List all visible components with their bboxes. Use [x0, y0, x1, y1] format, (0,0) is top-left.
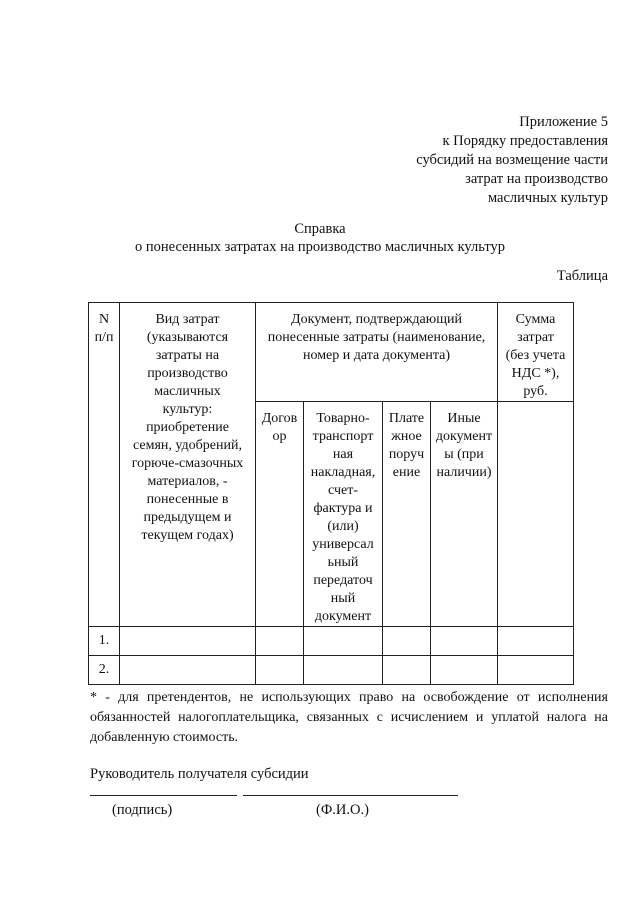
- header-text: п/п: [94, 330, 114, 345]
- header-text: Товарно-: [316, 411, 370, 426]
- table-cell: [120, 656, 256, 685]
- appendix-line: затрат на производство: [465, 171, 608, 187]
- table-row: [89, 656, 574, 685]
- header-text: наличии): [436, 465, 492, 480]
- header-text: передаточ: [313, 573, 373, 588]
- header-number: [89, 303, 120, 627]
- header-sum: [498, 303, 574, 402]
- header-text: (указываются: [146, 330, 229, 345]
- appendix-header: [416, 113, 608, 208]
- header-other-documents: [431, 402, 498, 627]
- header-text: Документ, подтверждающий: [291, 312, 462, 327]
- table-cell: [383, 627, 431, 656]
- header-text: N: [98, 312, 110, 327]
- table-cell: [431, 656, 498, 685]
- header-text: Догов: [261, 411, 298, 426]
- header-text: горюче-смазочных: [131, 456, 244, 471]
- header-text: семян, удобрений,: [133, 438, 242, 453]
- signature-caption: (подпись): [112, 802, 173, 818]
- header-text: счет-: [328, 483, 358, 498]
- table-cell: [256, 656, 304, 685]
- appendix-line: масличных культур: [487, 190, 608, 206]
- table-cell: [120, 627, 256, 656]
- header-text: масличных: [154, 384, 221, 399]
- title-line-2: о понесенных затратах на производство масличных культур: [135, 239, 505, 255]
- header-text: транспорт: [312, 429, 374, 444]
- header-text: ная: [332, 447, 354, 462]
- header-text: предыдущем и: [143, 510, 232, 525]
- appendix-line: субсидий на возмещение части: [416, 152, 608, 168]
- header-text: ьный: [327, 555, 359, 570]
- appendix-line: к Порядку предоставления: [442, 133, 608, 149]
- header-text: накладная,: [310, 465, 376, 480]
- header-text: фактура и: [313, 501, 373, 516]
- header-text: приобретение: [146, 420, 229, 435]
- header-text: Плате: [388, 411, 425, 426]
- header-text: Иные: [447, 411, 481, 426]
- table-row: [89, 627, 574, 656]
- header-expense-type: [120, 303, 256, 627]
- header-text: документ: [314, 609, 372, 624]
- header-text: поруч: [388, 447, 425, 462]
- header-text: ы (при: [444, 447, 484, 462]
- expenses-table: [88, 302, 574, 685]
- row-number: 1.: [89, 627, 120, 656]
- header-payment-order: [383, 402, 431, 627]
- footnote: * - для претендентов, не использующих право на освобождение от исполнения обязанностей налогоплательщика, связанных с исчислением и уплатой налога на добавленную стоимость.: [90, 690, 608, 745]
- header-text: культур:: [162, 402, 213, 417]
- header-text: документ: [435, 429, 493, 444]
- name-line: [243, 795, 458, 796]
- header-text: ор: [272, 429, 287, 444]
- title-line-1: Справка: [294, 221, 346, 237]
- header-text: понесенные в: [146, 492, 229, 507]
- header-text: (или): [327, 519, 359, 534]
- header-text: НДС *),: [511, 366, 560, 381]
- header-text: Сумма: [515, 312, 556, 327]
- header-text: производство: [147, 366, 228, 381]
- header-text: Вид затрат: [155, 312, 220, 327]
- table-cell: [256, 627, 304, 656]
- table-label: Таблица: [556, 268, 608, 284]
- name-caption: (Ф.И.О.): [316, 802, 369, 818]
- header-text: ение: [392, 465, 421, 480]
- table-cell: [304, 627, 383, 656]
- header-text: текущем годах): [141, 528, 234, 543]
- header-text: материалов, -: [147, 474, 228, 489]
- row-number: 2.: [89, 656, 120, 685]
- table-cell: [498, 656, 574, 685]
- signature-label: Руководитель получателя субсидии: [90, 766, 309, 782]
- header-text: номер и дата документа): [302, 348, 451, 363]
- header-text: (без учета: [505, 348, 566, 363]
- header-sum-empty: [498, 402, 574, 627]
- table-cell: [498, 627, 574, 656]
- header-text: универсал: [312, 537, 374, 552]
- header-waybill: [304, 402, 383, 627]
- table-cell: [383, 656, 431, 685]
- table-cell: [304, 656, 383, 685]
- header-contract: [256, 402, 304, 627]
- header-text: понесенные затраты (наименование,: [267, 330, 486, 345]
- table-cell: [431, 627, 498, 656]
- header-text: затраты на: [155, 348, 220, 363]
- appendix-line: Приложение 5: [519, 114, 608, 130]
- header-text: ный: [330, 591, 356, 606]
- document-title: [0, 220, 640, 256]
- header-document: [256, 303, 498, 402]
- header-text: затрат: [517, 330, 554, 345]
- header-text: руб.: [523, 384, 548, 399]
- header-text: жное: [391, 429, 422, 444]
- signature-line: [90, 795, 237, 796]
